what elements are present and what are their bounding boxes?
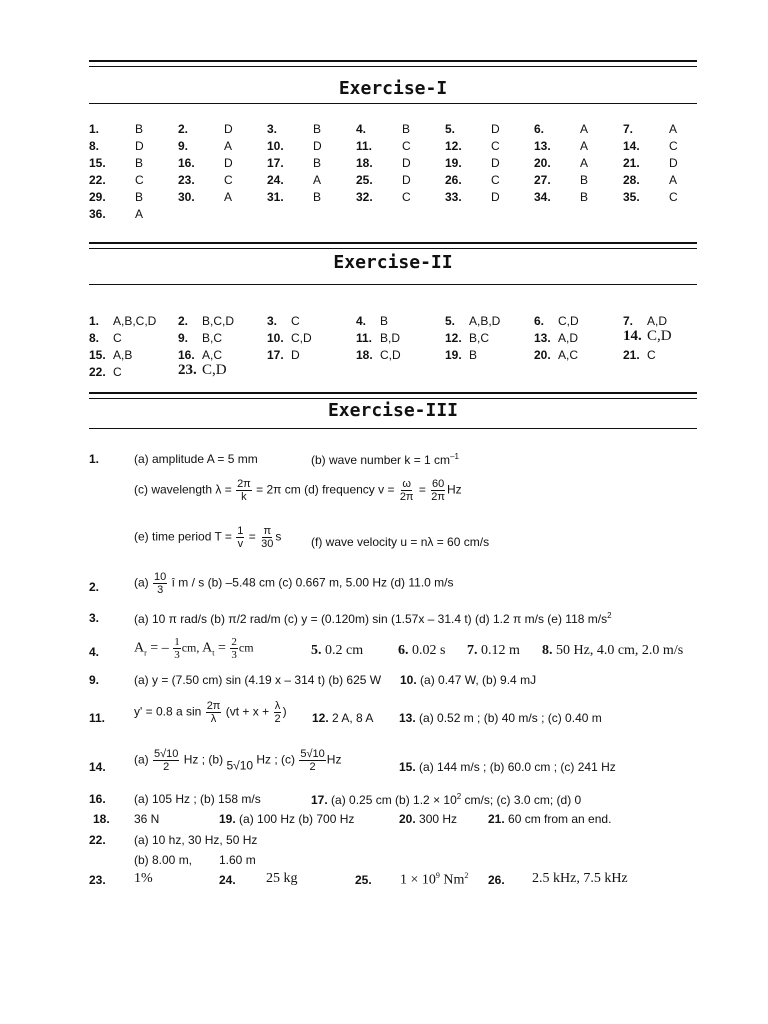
answer-value: C [224, 173, 233, 187]
exercise-3-heading: Exercise-III [327, 400, 459, 421]
subheader-rule-ex1 [89, 103, 697, 108]
q17-answer: 17. (a) 0.25 cm (b) $1.2 \times 10^2$ cm/s; (c) 3.0 cm; (d) 0 [311, 792, 582, 807]
question-number: 18. [356, 156, 373, 170]
answer-value: B,C [202, 331, 223, 345]
q14-answer: (a) $\frac{5√10}{2}$ Hz ; (b) 5√10 Hz ; (c) $\frac{5√10}{2}$ Hz [134, 748, 342, 773]
question-number: 5. [445, 314, 456, 328]
q16-number: 16. [89, 792, 106, 806]
question-number: 17. [267, 348, 284, 362]
question-number: 21. [623, 156, 640, 170]
question-number: 32. [356, 190, 373, 204]
question-number: 22. [89, 365, 106, 379]
answer-value: C [647, 348, 656, 362]
answer-value: C [669, 190, 678, 204]
subheader-rule-ex3 [89, 428, 697, 433]
question-number: 20. [534, 156, 551, 170]
q10-answer: 10. (a) 0.47 W, (b) 9.4 mJ [400, 673, 537, 687]
answer-value: B [580, 173, 589, 187]
answer-value: C,D [558, 314, 579, 328]
question-number: 1. [89, 122, 100, 136]
answer-value: A,C [202, 348, 223, 362]
question-number: 11. [356, 139, 373, 153]
answer-value: A [313, 173, 322, 187]
answer-value: A,B [113, 348, 133, 362]
answer-value: A [669, 122, 678, 136]
question-number: 9. [178, 331, 189, 345]
q13-answer: 13. (a) 0.52 m ; (b) 40 m/s ; (c) 0.40 m [399, 711, 602, 725]
q5-answer: 5. 0.2 cm [311, 643, 364, 658]
q24-number: 24. [219, 873, 236, 887]
question-number: 31. [267, 190, 284, 204]
answer-value: B [402, 122, 411, 136]
answer-value: B [469, 348, 478, 362]
question-number: 12. [445, 139, 462, 153]
answer-value: B [313, 156, 322, 170]
q1-number: 1. [89, 452, 100, 466]
question-number: 23. [178, 362, 197, 378]
q23-answer: 1% [134, 871, 153, 886]
answer-value: A [669, 173, 678, 187]
answer-value: C [291, 314, 300, 328]
answer-value: C,D [647, 328, 672, 344]
q25-answer: $1 \times 10^9$ Nm$^2$ [400, 871, 469, 888]
answer-value: B [135, 122, 144, 136]
exercise-1-answers [89, 122, 709, 224]
answer-value: A [580, 139, 589, 153]
answer-value: A,B,D [469, 314, 501, 328]
answer-value: A [580, 122, 589, 136]
question-number: 36. [89, 207, 106, 221]
question-number: 29. [89, 190, 106, 204]
q3-answer: (a) 10 π rad/s (b) π/2 rad/m (c) y = (0.120m) sin (1.57x – 31.4 t) (d) 1.2 π m/s (e) 118 $m/s^2$ [134, 611, 612, 626]
question-number: 17. [267, 156, 284, 170]
question-number: 27. [534, 173, 551, 187]
answer-row [89, 190, 709, 207]
answer-value: A [580, 156, 589, 170]
answer-value: B,C [469, 331, 490, 345]
question-number: 4. [356, 314, 367, 328]
q22-line-1: (a) 10 hz, 30 Hz, 50 Hz [134, 833, 258, 847]
answer-value: D [224, 122, 233, 136]
answer-value: C [113, 331, 122, 345]
question-number: 22. [89, 173, 106, 187]
q7-answer: 7. 0.12 m [467, 643, 520, 658]
q15-answer: 15. (a) 144 m/s ; (b) 60.0 cm ; (c) 241 Hz [399, 760, 616, 774]
answer-value: D [224, 156, 233, 170]
answer-value: C [402, 190, 411, 204]
answer-row [89, 328, 709, 348]
question-number: 21. [623, 348, 640, 362]
question-number: 7. [623, 122, 634, 136]
question-number: 9. [178, 139, 189, 153]
answer-value: C [402, 139, 411, 153]
question-number: 15. [89, 156, 106, 170]
question-number: 33. [445, 190, 462, 204]
answer-value: B [580, 190, 589, 204]
q2-answer: (a) $\frac{10}{3}$ î m / s (b) –5.48 cm (c) 0.667 m, 5.00 Hz (d) 11.0 m/s [134, 571, 454, 596]
question-number: 11. [356, 331, 373, 345]
answer-row [89, 156, 709, 173]
answer-value: C [669, 139, 678, 153]
question-number: 3. [267, 314, 278, 328]
answer-value: C [491, 173, 500, 187]
question-number: 18. [356, 348, 373, 362]
q1-f: (f) wave velocity u = nλ = 60 cm/s [311, 535, 490, 549]
answer-value: A [224, 190, 233, 204]
header-rules-ex1 [89, 60, 697, 71]
question-number: 23. [178, 173, 195, 187]
answer-value: C,D [291, 331, 312, 345]
question-number: 16. [178, 348, 195, 362]
answer-value: D [135, 139, 144, 153]
q8-answer: 8. 50 Hz, 4.0 cm, 2.0 m/s [542, 643, 684, 658]
exercise-1-heading: Exercise-I [338, 78, 448, 99]
answer-row [89, 362, 709, 382]
question-number: 16. [178, 156, 195, 170]
answer-value: D [402, 173, 411, 187]
answer-row [89, 207, 709, 224]
q26-number: 26. [488, 873, 505, 887]
q4-number: 4. [89, 645, 100, 659]
question-number: 6. [534, 314, 545, 328]
question-number: 15. [89, 348, 106, 362]
question-number: 10. [267, 331, 284, 345]
answer-value: A,D [558, 331, 579, 345]
q22-line-2b: 1.60 m [219, 853, 256, 867]
question-number: 25. [356, 173, 373, 187]
q11-answer: y' = 0.8 a sin $\frac{2\pi}{\lambda}$ (vt + x + $\frac{\lambda}{2}$ ) [134, 700, 287, 725]
q3-number: 3. [89, 611, 100, 625]
q20-answer: 20. 300 Hz [399, 812, 458, 826]
question-number: 26. [445, 173, 462, 187]
q26-answer: 2.5 kHz, 7.5 kHz [532, 871, 628, 886]
question-number: 13. [534, 139, 551, 153]
q1-c: (c) wavelength λ = $\frac{2\pi}{k}$ = 2π cm (d) frequency v = $\frac{\omega}{2\pi}$ = $\frac{60}{2\pi}$ Hz [134, 478, 462, 503]
answer-value: D [669, 156, 678, 170]
answer-value: A,D [647, 314, 668, 328]
q22-line-2a: (b) 8.00 m, [134, 853, 193, 867]
question-number: 19. [445, 348, 462, 362]
subheader-rule-ex2 [89, 284, 697, 289]
question-number: 12. [445, 331, 462, 345]
question-number: 14. [623, 328, 642, 344]
q24-answer: 25 kg [266, 871, 298, 886]
q25-number: 25. [355, 873, 372, 887]
answer-value: D [491, 190, 500, 204]
answer-row [89, 314, 709, 331]
question-number: 4. [356, 122, 367, 136]
answer-value: D [402, 156, 411, 170]
question-number: 28. [623, 173, 640, 187]
answer-value: B [380, 314, 389, 328]
q12-answer: 12. 2 A, 8 A [312, 711, 374, 725]
question-number: 35. [623, 190, 640, 204]
answer-row [89, 122, 709, 139]
answer-value: B,D [380, 331, 401, 345]
q9-number: 9. [89, 673, 100, 687]
question-number: 34. [534, 190, 551, 204]
answer-value: C,D [380, 348, 401, 362]
q22-number: 22. [89, 833, 106, 847]
question-number: 3. [267, 122, 278, 136]
answer-value: A,C [558, 348, 579, 362]
question-number: 20. [534, 348, 551, 362]
q1-b: (b) wave number k = 1 $cm^{-1}$ [311, 452, 459, 467]
question-number: 8. [89, 139, 100, 153]
question-number: 30. [178, 190, 195, 204]
question-number: 13. [534, 331, 551, 345]
q18-number: 18. [93, 812, 110, 826]
answer-value: D [491, 156, 500, 170]
q2-number: 2. [89, 580, 100, 594]
q6-answer: 6. 0.02 s [398, 643, 446, 658]
answer-value: B [135, 190, 144, 204]
exercise-2-heading: Exercise-II [333, 252, 453, 273]
answer-value: B [313, 122, 322, 136]
answer-value: A [135, 207, 144, 221]
question-number: 19. [445, 156, 462, 170]
answer-row [89, 139, 709, 156]
question-number: 8. [89, 331, 100, 345]
q1-a: (a) amplitude A = 5 mm [134, 452, 258, 466]
question-number: 2. [178, 314, 189, 328]
answer-value: D [491, 122, 500, 136]
answer-value: D [291, 348, 300, 362]
question-number: 6. [534, 122, 545, 136]
answer-value: B [135, 156, 144, 170]
q9-answer: (a) y = (7.50 cm) sin (4.19 x – 314 t) (b) 625 W [134, 673, 382, 687]
question-number: 10. [267, 139, 284, 153]
question-number: 1. [89, 314, 100, 328]
question-number: 24. [267, 173, 284, 187]
exercise-2-answers [89, 314, 709, 382]
q4-answer: $A_r$ = – $\frac{1}{3}$ cm, $A_t$ = $\frac{2}{3}$ cm [134, 636, 254, 661]
q11-number: 11. [89, 711, 106, 725]
q18-answer: 36 N [134, 812, 160, 826]
q1-e: (e) time period T = $\frac{1}{v}$ = $\frac{\pi}{30}$ s [134, 525, 282, 550]
answer-value: C [113, 365, 122, 379]
q23-number: 23. [89, 873, 106, 887]
answer-value: B,C,D [202, 314, 235, 328]
answer-value: B [313, 190, 322, 204]
question-number: 5. [445, 122, 456, 136]
question-number: 7. [623, 314, 634, 328]
answer-row [89, 173, 709, 190]
question-number: 2. [178, 122, 189, 136]
q14-number: 14. [89, 760, 106, 774]
answer-value: D [313, 139, 322, 153]
q21-answer: 21. 60 cm from an end. [488, 812, 612, 826]
q19-answer: 19. (a) 100 Hz (b) 700 Hz [219, 812, 355, 826]
answer-value: A,B,C,D [113, 314, 157, 328]
answer-value: C [491, 139, 500, 153]
question-number: 14. [623, 139, 640, 153]
answer-value: C,D [202, 362, 227, 378]
answer-value: C [135, 173, 144, 187]
answer-value: A [224, 139, 233, 153]
q16-answer: (a) 105 Hz ; (b) 158 m/s [134, 792, 261, 806]
